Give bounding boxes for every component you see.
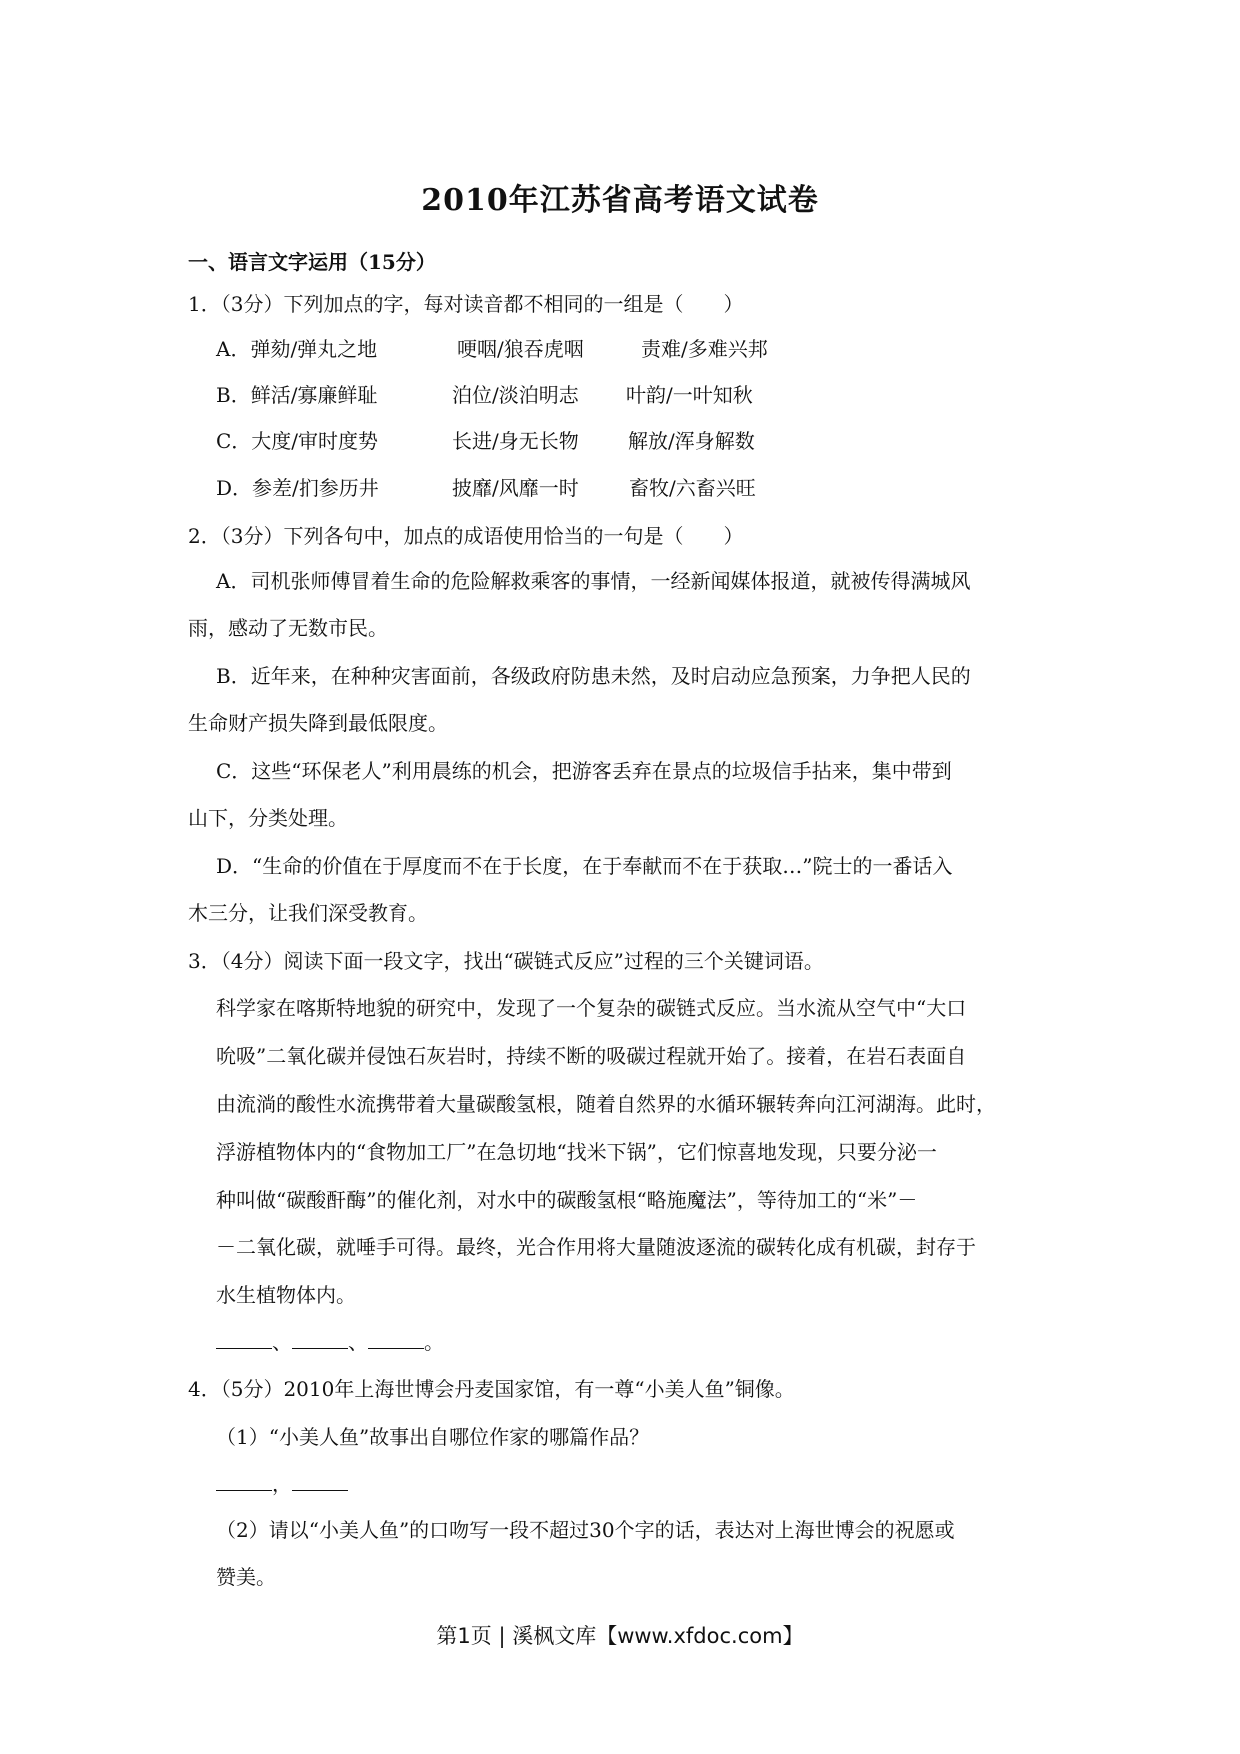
q3-passage-line-3: 由流淌的酸性水流携带着大量碳酸氢根，随着自然界的水循环辗转奔向江河湖海。此时， [216, 1092, 996, 1116]
answer-blank[interactable] [292, 1330, 348, 1349]
section-heading: 一、语言文字运用（15分） [188, 250, 436, 274]
q2-option-c-cont: 山下，分类处理。 [188, 806, 348, 830]
q4-sub1-answer-blanks [216, 1470, 348, 1498]
q2-option-b: B．近年来，在种种灾害面前，各级政府防患未然，及时启动应急预案，力争把人民的 [216, 664, 971, 688]
page-footer: 第1页 | 溪枫文库【www.xfdoc.com】 [436, 1624, 804, 1648]
q2-option-a-cont: 雨，感动了无数市民。 [188, 616, 388, 640]
q1-option-b-1: B．鲜活/寡廉鲜耻 [216, 383, 378, 407]
q3-passage-line-7: 水生植物体内。 [216, 1283, 356, 1307]
q2-option-d-cont: 木三分，让我们深受教育。 [188, 901, 428, 925]
q2-option-b-cont: 生命财产损失降到最低限度。 [188, 711, 448, 735]
q2-option-c: C．这些“环保老人”利用晨练的机会，把游客丢弃在景点的垃圾信手拈来，集中带到 [216, 759, 952, 783]
q3-passage-line-6: －二氧化碳，就唾手可得。最终，光合作用将大量随波逐流的碳转化成有机碳，封存于 [216, 1235, 976, 1259]
question-3-stem: 3．（4分）阅读下面一段文字，找出“碳链式反应”过程的三个关键词语。 [188, 949, 824, 973]
q2-option-d: D．“生命的价值在于厚度而不在于长度，在于奉献而不在于获取…”院士的一番话入 [216, 854, 953, 878]
question-1-stem: 1．（3分）下列加点的字，每对读音都不相同的一组是（ ） [188, 292, 744, 316]
q2-option-a: A．司机张师傅冒着生命的危险解救乘客的事情，一经新闻媒体报道，就被传得满城风 [216, 569, 971, 593]
question-2-stem: 2．（3分）下列各句中，加点的成语使用恰当的一句是（ ） [188, 524, 744, 548]
q1-option-d-1: D．参差/扪参历井 [216, 476, 379, 500]
blank-separator: 、 [348, 1330, 368, 1354]
answer-blank[interactable] [216, 1472, 272, 1491]
q1-option-b-2: 泊位/淡泊明志 [452, 383, 579, 407]
q3-passage-line-2: 吮吸”二氧化碳并侵蚀石灰岩时，持续不断的吸碳过程就开始了。接着，在岩石表面自 [216, 1044, 967, 1068]
q3-passage-line-5: 种叫做“碳酸酐酶”的催化剂，对水中的碳酸氢根“略施魔法”，等待加工的“米”－ [216, 1188, 918, 1212]
answer-blank[interactable] [216, 1330, 272, 1349]
answer-blank[interactable] [292, 1472, 348, 1491]
question-4-stem: 4．（5分）2010年上海世博会丹麦国家馆，有一尊“小美人鱼”铜像。 [188, 1377, 795, 1401]
q1-option-b-3: 叶韵/一叶知秋 [626, 383, 753, 407]
q3-passage-line-4: 浮游植物体内的“食物加工厂”在急切地“找米下锅”，它们惊喜地发现，只要分泌一 [216, 1140, 937, 1164]
q3-answer-blanks [216, 1328, 444, 1356]
q4-sub-question-1: （1）“小美人鱼”故事出自哪位作家的哪篇作品？ [216, 1425, 650, 1449]
q1-option-c-2: 长进/身无长物 [452, 429, 579, 453]
q1-option-a-3: 责难/多难兴邦 [641, 337, 768, 361]
q1-option-d-2: 披靡/风靡一时 [452, 476, 579, 500]
blank-end: 。 [424, 1330, 444, 1354]
q1-option-c-1: C．大度/审时度势 [216, 429, 379, 453]
q1-option-a-2: 哽咽/狼吞虎咽 [457, 337, 584, 361]
page-title: 2010年江苏省高考语文试卷 [421, 183, 819, 218]
blank-separator: 、 [272, 1330, 292, 1354]
blank-separator: ， [272, 1472, 292, 1496]
q3-passage-line-1: 科学家在喀斯特地貌的研究中，发现了一个复杂的碳链式反应。当水流从空气中“大口 [216, 996, 967, 1020]
answer-blank[interactable] [368, 1330, 424, 1349]
q1-option-a-1: A．弹劾/弹丸之地 [216, 337, 378, 361]
q1-option-c-3: 解放/浑身解数 [628, 429, 755, 453]
q4-sub-question-2-cont: 赞美。 [216, 1565, 276, 1589]
q4-sub-question-2: （2）请以“小美人鱼”的口吻写一段不超过30个字的话，表达对上海世博会的祝愿或 [216, 1518, 955, 1542]
q1-option-d-3: 畜牧/六畜兴旺 [629, 476, 756, 500]
